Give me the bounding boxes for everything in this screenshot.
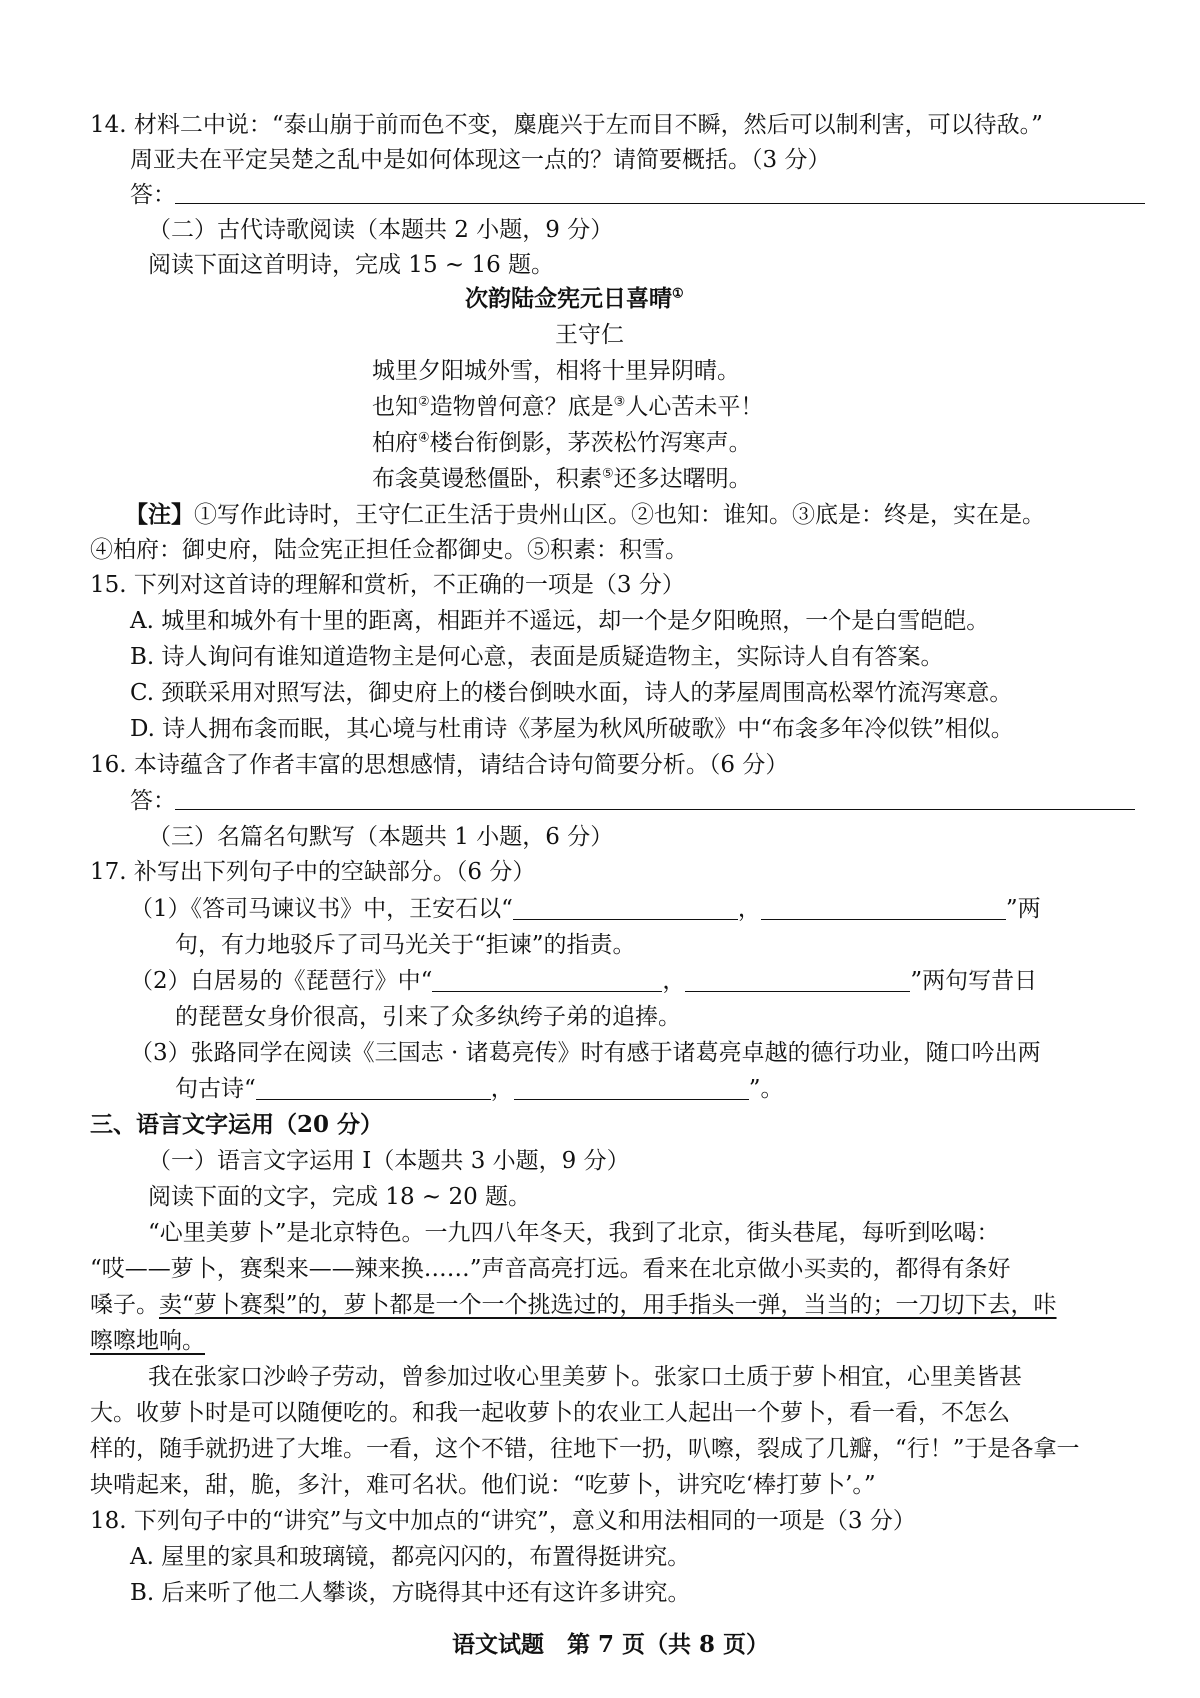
q17-part3-line1: （3）张路同学在阅读《三国志 · 诸葛亮传》时有感于诸葛亮卓越的德行功业，随口吟出两 bbox=[130, 1040, 1041, 1066]
passage-p1-line1: “心里美萝卜”是北京特色。一九四八年冬天，我到了北京，街头巷尾，每听到吆喝： bbox=[148, 1220, 1000, 1246]
q17-blank-3b[interactable] bbox=[514, 1075, 749, 1100]
poem-line1: 城里夕阳城外雪，相将十里异阴晴。 bbox=[372, 358, 740, 384]
passage-p1-line4: 嚓嚓地响。 bbox=[90, 1328, 205, 1354]
q17-blank-1a[interactable] bbox=[513, 895, 738, 920]
q17-stem: 17. 补写出下列句子中的空缺部分。（6 分） bbox=[90, 859, 536, 885]
poem-title: 次韵陆佥宪元日喜晴① bbox=[465, 285, 684, 312]
q15-option-c[interactable]: C. 颈联采用对照写法，御史府上的楼台倒映水面，诗人的茅屋周围高松翠竹流泻寒意。 bbox=[130, 680, 1013, 706]
passage-p1-line2: “哎——萝卜，赛梨来——辣来换……”声音高亮打远。看来在北京做小买卖的，都得有条好 bbox=[90, 1256, 1011, 1282]
part3-instruction: 阅读下面的文字，完成 18 ~ 20 题。 bbox=[148, 1184, 532, 1210]
section2-heading: （二）古代诗歌阅读（本题共 2 小题，9 分） bbox=[148, 217, 614, 243]
q16-stem: 16. 本诗蕴含了作者丰富的思想感情，请结合诗句简要分析。（6 分） bbox=[90, 752, 789, 778]
part3-sub-heading: （一）语言文字运用 Ⅰ（本题共 3 小题，9 分） bbox=[148, 1148, 630, 1174]
q14-line1: 14. 材料二中说：“泰山崩于前而色不变，麋鹿兴于左而目不瞬，然后可以制利害，可以待敌。” bbox=[90, 112, 1043, 138]
notes-line2: ④柏府：御史府，陆佥宪正担任佥都御史。⑤积素：积雪。 bbox=[90, 537, 688, 563]
q17-blank-2b[interactable] bbox=[685, 967, 910, 992]
section3-heading: （三）名篇名句默写（本题共 1 小题，6 分） bbox=[148, 824, 614, 850]
part3-heading: 三、语言文字运用（20 分） bbox=[90, 1111, 384, 1138]
q17-blank-3a[interactable] bbox=[256, 1075, 491, 1100]
q18-stem: 18. 下列句子中的“讲究”与文中加点的“讲究”，意义和用法相同的一项是（3 分） bbox=[90, 1508, 916, 1534]
q16-answer-line[interactable] bbox=[175, 809, 1135, 810]
poem-line2: 也知②造物曾何意？底是③人心苦未平！ bbox=[372, 394, 764, 420]
q17-part1-line1: （1）《答司马谏议书》中，王安石以“ ， ”两 bbox=[130, 896, 1041, 922]
q15-option-b[interactable]: B. 诗人询问有谁知道造物主是何心意，表面是质疑造物主，实际诗人自有答案。 bbox=[130, 644, 944, 670]
q17-blank-1b[interactable] bbox=[761, 895, 1006, 920]
passage-p2-line4: 块啃起来，甜，脆，多汁，难可名状。他们说：“吃萝卜，讲究吃‘棒打萝卜’。” bbox=[90, 1472, 876, 1498]
q17-part3-line2: 句古诗“ ， ”。 bbox=[175, 1076, 784, 1102]
q16-answer-label: 答： bbox=[130, 788, 176, 814]
q17-part2-line1: （2）白居易的《琵琶行》中“ ， ”两句写昔日 bbox=[130, 968, 1038, 994]
q14-answer-label: 答： bbox=[130, 182, 176, 208]
passage-p2-line2: 大。收萝卜时是可以随便吃的。和我一起收萝卜的农业工人起出一个萝卜，看一看，不怎么 bbox=[90, 1400, 1010, 1426]
q18-option-a[interactable]: A. 屋里的家具和玻璃镜，都亮闪闪的，布置得挺讲究。 bbox=[130, 1544, 691, 1570]
poem-line3: 柏府④楼台衔倒影，茅茨松竹泻寒声。 bbox=[372, 430, 752, 456]
underlined-sentence: 卖“萝卜赛梨”的，萝卜都是一个一个挑选过的，用手指头一弹，当当的；一刀切下去，咔 bbox=[159, 1292, 1057, 1318]
q15-stem: 15. 下列对这首诗的理解和赏析，不正确的一项是（3 分） bbox=[90, 572, 685, 598]
section2-instruction: 阅读下面这首明诗，完成 15 ~ 16 题。 bbox=[148, 252, 555, 278]
passage-p2-line1: 我在张家口沙岭子劳动，曾参加过收心里美萝卜。张家口土质于萝卜相宜，心里美皆甚 bbox=[148, 1364, 1022, 1390]
q17-blank-2a[interactable] bbox=[432, 967, 662, 992]
poem-line4: 布衾莫谩愁僵卧，积素⑤还多达曙明。 bbox=[372, 466, 752, 492]
q15-option-a[interactable]: A. 城里和城外有十里的距离，相距并不遥远，却一个是夕阳晚照，一个是白雪皑皑。 bbox=[130, 608, 990, 634]
poem-author: 王守仁 bbox=[555, 322, 624, 348]
q14-line2: 周亚夫在平定吴楚之乱中是如何体现这一点的？请简要概括。（3 分） bbox=[130, 147, 831, 173]
notes-line1: 【注】①写作此诗时，王守仁正生活于贵州山区。②也知：谁知。③底是：终是，实在是。 bbox=[125, 501, 1045, 528]
q17-part1-line2: 句，有力地驳斥了司马光关于“拒谏”的指责。 bbox=[175, 932, 636, 958]
q18-option-b[interactable]: B. 后来听了他二人攀谈，方晓得其中还有这许多讲究。 bbox=[130, 1580, 691, 1606]
passage-p1-line3: 嗓子。卖“萝卜赛梨”的，萝卜都是一个一个挑选过的，用手指头一弹，当当的；一刀切下去，咔 bbox=[90, 1292, 1057, 1318]
q14-answer-line[interactable] bbox=[175, 203, 1145, 204]
page-footer: 语文试题 第 7 页（共 8 页） bbox=[452, 1631, 770, 1658]
passage-p2-line3: 样的，随手就扔进了大堆。一看，这个不错，往地下一扔，叭嚓，裂成了几瓣，“行！”于是各拿一 bbox=[90, 1436, 1080, 1462]
q17-part2-line2: 的琵琶女身价很高，引来了众多纨绔子弟的追捧。 bbox=[175, 1004, 681, 1030]
q15-option-d[interactable]: D. 诗人拥布衾而眠，其心境与杜甫诗《茅屋为秋风所破歌》中“布衾多年冷似铁”相似。 bbox=[130, 716, 1014, 742]
